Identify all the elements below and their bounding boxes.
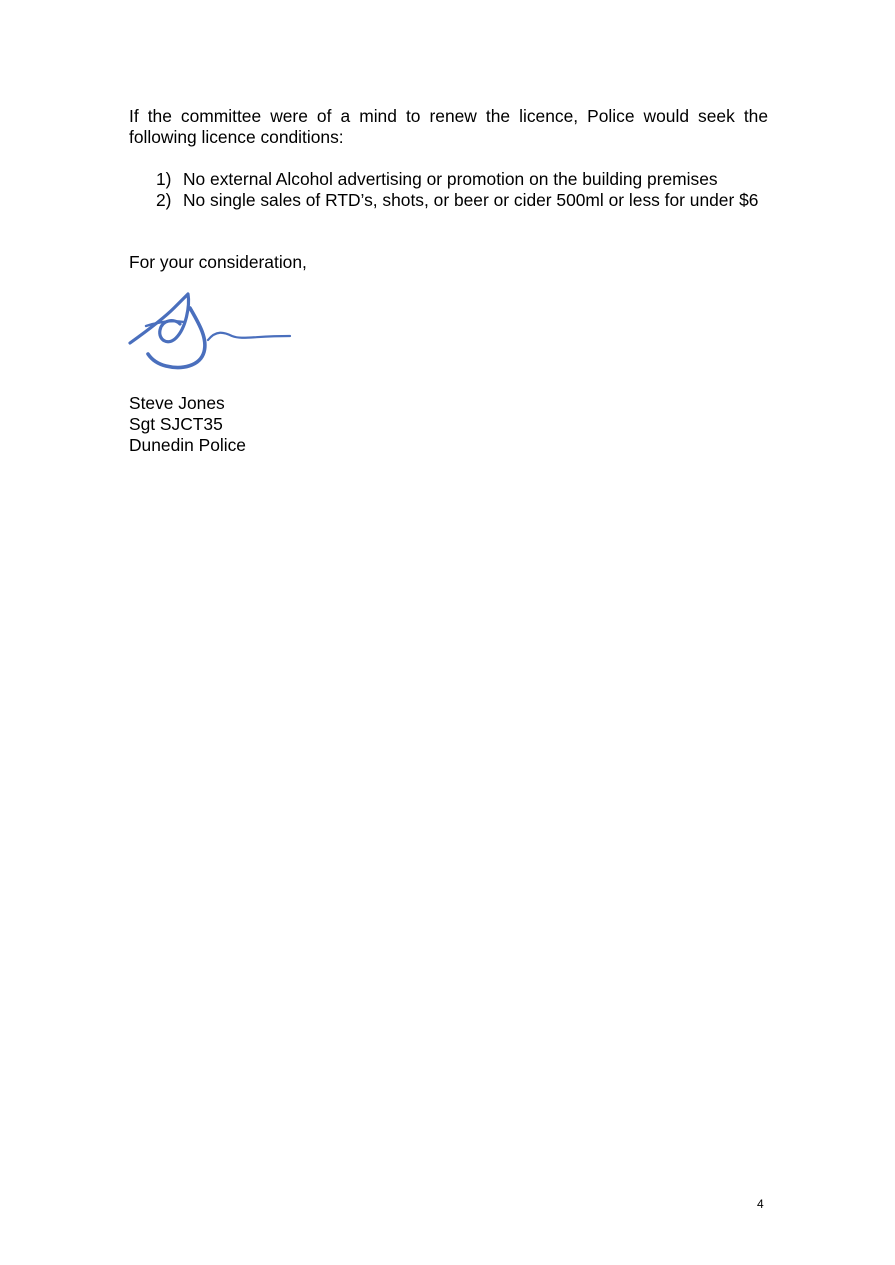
signatory-rank: Sgt SJCT35 <box>129 414 223 434</box>
licence-conditions-list <box>129 169 768 211</box>
signoff-block <box>129 393 246 456</box>
closing-line: For your consideration, <box>129 252 307 272</box>
handwritten-signature <box>124 288 294 378</box>
list-item-number: 1) <box>156 169 172 189</box>
list-item-text: No external Alcohol advertising or promotion on the building premises <box>183 169 718 189</box>
list-item-text: No single sales of RTD’s, shots, or beer or cider 500ml or less for under $6 <box>183 190 759 210</box>
intro-paragraph: If the committee were of a mind to renew the licence, Police would seek the following licence conditions: <box>129 106 768 147</box>
signatory-station: Dunedin Police <box>129 435 246 455</box>
list-item <box>129 190 768 211</box>
list-item <box>129 169 768 190</box>
signatory-name: Steve Jones <box>129 393 225 413</box>
list-item-number: 2) <box>156 190 172 210</box>
page-number: 4 <box>757 1197 764 1211</box>
